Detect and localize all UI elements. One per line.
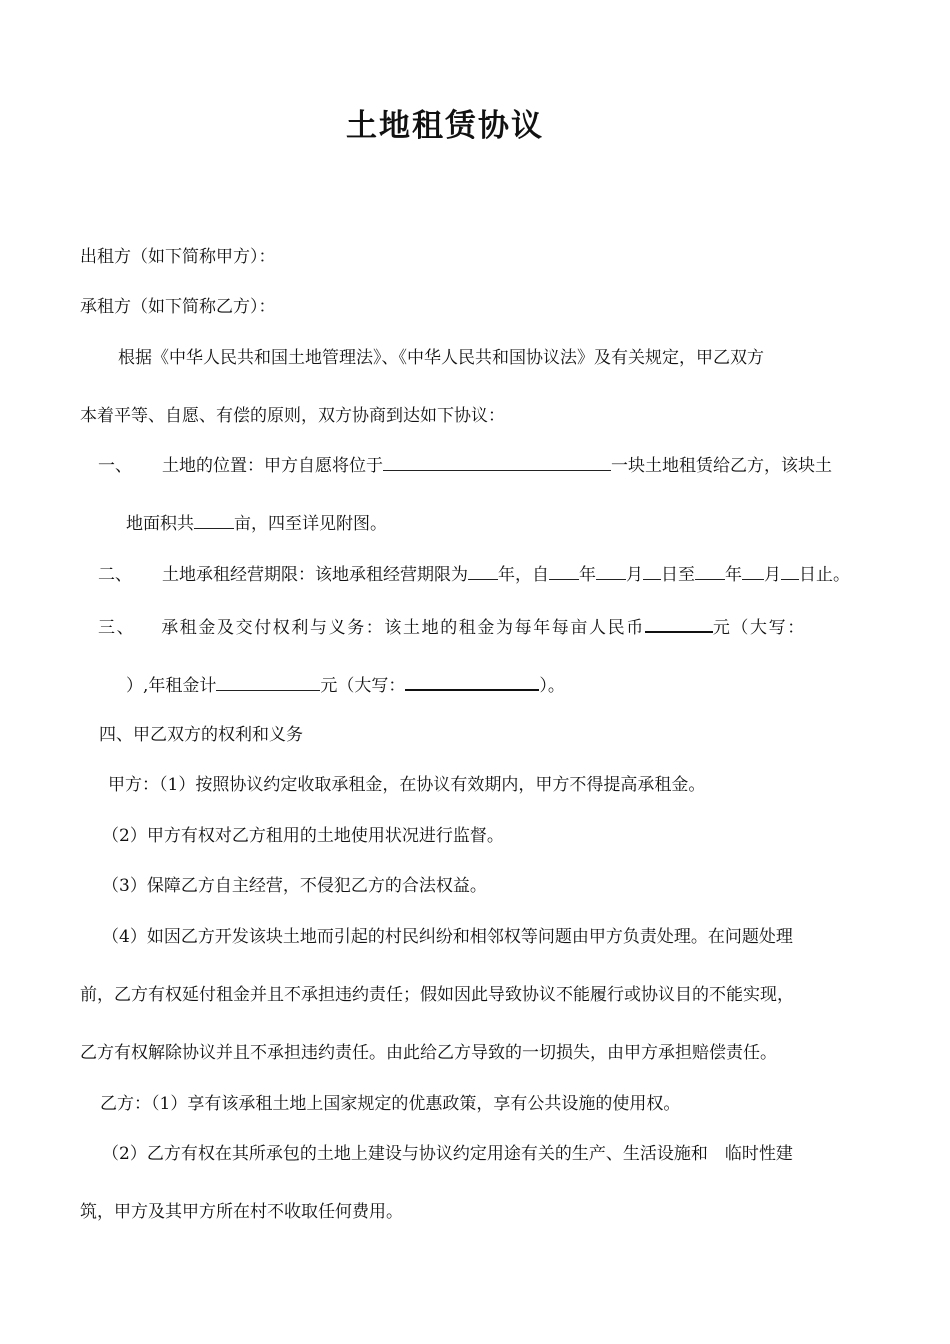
area-blank[interactable] <box>194 528 234 529</box>
end-year-unit: 年 <box>725 565 742 585</box>
start-year-blank[interactable] <box>549 579 579 580</box>
start-day-unit: 日至 <box>661 565 695 585</box>
clause-4-heading: 四、甲乙双方的权利和义务 <box>99 725 303 745</box>
term-year-from: 年，自 <box>498 565 549 585</box>
start-year-unit: 年 <box>579 565 596 585</box>
area-suffix: 亩，四至详见附图。 <box>234 514 387 534</box>
clause-1-number: 一、 <box>98 456 132 476</box>
party-a-item-1: 甲方：（1）按照协议约定收取承租金，在协议有效期内，甲方不得提高承租金。 <box>108 775 706 795</box>
start-day-blank[interactable] <box>643 579 661 580</box>
party-b-item-2-line-2: 筑，甲方及其甲方所在村不收取任何费用。 <box>80 1202 403 1222</box>
location-blank[interactable] <box>383 470 611 471</box>
end-day-blank[interactable] <box>781 579 799 580</box>
lessor-line: 出租方（如下简称甲方）： <box>80 247 276 267</box>
clause-1-text-cont: 一块土地租赁给乙方，该块土 <box>611 456 832 476</box>
end-year-blank[interactable] <box>695 579 725 580</box>
party-a-item-2: （2）甲方有权对乙方租用的土地使用状况进行监督。 <box>102 826 504 846</box>
document-title: 土地租赁协议 <box>346 108 544 144</box>
clause-3-line-2 <box>126 674 565 698</box>
party-a-item-4-line-2: 前，乙方有权延付租金并且不承担违约责任；假如因此导致协议不能履行或协议目的不能实现， <box>80 985 794 1005</box>
preamble-line-2: 本着平等、自愿、有偿的原则，双方协商到达如下协议： <box>80 406 505 426</box>
lessee-line: 承租方（如下简称乙方）： <box>80 297 276 317</box>
clause-1-line-2 <box>126 512 387 536</box>
clause-2-number: 二、 <box>98 565 132 585</box>
preamble-line-1: 根据《中华人民共和国土地管理法》、《中华人民共和国协议法》及有关规定，甲乙双方 <box>118 348 764 368</box>
rent-label: 承租金及交付权利与义务：该土地的租金为每年每亩人民币 <box>161 618 645 638</box>
rent-capital-label: 元（大写： <box>712 618 806 638</box>
rent-per-mu-blank[interactable] <box>645 631 713 633</box>
end-month-unit: 月 <box>764 565 781 585</box>
party-b-item-2-line-1: （2）乙方有权在其所承包的土地上建设与协议约定用途有关的生产、生活设施和 临时性建 <box>102 1144 793 1164</box>
end-day-unit: 日止。 <box>799 565 850 585</box>
annual-rent-close: ）。 <box>539 676 565 696</box>
start-month-unit: 月 <box>626 565 643 585</box>
term-years-blank[interactable] <box>468 579 498 580</box>
party-a-item-4-line-1: （4）如因乙方开发该块土地而引起的村民纠纷和相邻权等问题由甲方负责处理。在问题处理 <box>102 927 793 947</box>
annual-rent-label: ）,年租金计 <box>126 676 217 696</box>
annual-rent-capital-label: 元（大写： <box>320 676 406 696</box>
clause-1-line-1 <box>98 454 832 478</box>
party-a-item-3: （3）保障乙方自主经营，不侵犯乙方的合法权益。 <box>102 876 487 896</box>
annual-rent-blank[interactable] <box>216 690 320 691</box>
clause-3-number: 三、 <box>98 618 136 638</box>
term-label: 土地承租经营期限：该地承租经营期限为 <box>162 565 468 585</box>
party-a-item-4-line-3: 乙方有权解除协议并且不承担违约责任。由此给乙方导致的一切损失，由甲方承担赔偿责任。 <box>80 1043 777 1063</box>
area-label: 地面积共 <box>126 514 194 534</box>
annual-rent-capital-blank[interactable] <box>405 689 539 691</box>
clause-2-line <box>98 563 850 587</box>
start-month-blank[interactable] <box>596 579 626 580</box>
clause-1-text: 土地的位置：甲方自愿将位于 <box>162 456 383 476</box>
end-month-blank[interactable] <box>742 579 764 580</box>
party-b-item-1: 乙方：（1）享有该承租土地上国家规定的优惠政策，享有公共设施的使用权。 <box>100 1094 681 1114</box>
clause-3-line-1 <box>98 616 806 640</box>
